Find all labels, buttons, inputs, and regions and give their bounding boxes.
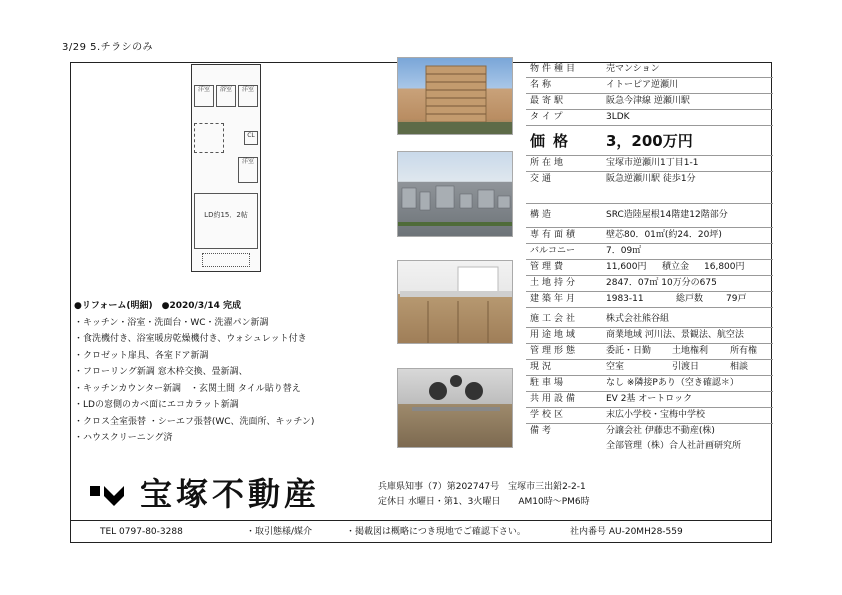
- reserve-fund-value: 16,800円: [704, 262, 745, 272]
- spec-row: 最寄駅 阪急今津線 逆瀬川駅: [526, 94, 773, 110]
- land-right-label: 土地権利: [672, 346, 709, 356]
- ld-room: LD約15．2帖: [194, 193, 258, 249]
- stove-photo: [397, 368, 513, 448]
- notice-text: ・掲載図は概略につき現地でご確認下さい。: [346, 527, 526, 537]
- spec-row: 学校区 末広小学校・宝梅中学校: [526, 408, 773, 424]
- spec-row: 共用設備 EV 2基 オートロック: [526, 392, 773, 408]
- spec-row: 交通 阪急逆瀬川駅 徒歩1分: [526, 172, 773, 204]
- land-right-value: 所有権: [730, 346, 758, 356]
- list-item: ・キッチン・浴室・洗面台・WC・洗濯パン新調: [74, 317, 269, 328]
- room-closet: CL: [244, 131, 258, 145]
- company-logo-icon: [90, 482, 134, 510]
- header-note: 3/29 5.チラシのみ: [62, 42, 154, 53]
- transaction-type: ・取引態様/媒介: [246, 527, 313, 537]
- room-western-3: 洋室: [238, 157, 258, 183]
- spec-row: 現況 空室 引渡日 相談: [526, 360, 773, 376]
- list-item: ・フローリング新調 窓木枠交換、畳新調、: [74, 367, 248, 377]
- spec-row: バルコニー 7．09㎡: [526, 244, 773, 260]
- business-hours: 定休日 水曜日・第1、3火曜日 AM10時〜PM6時: [378, 497, 590, 507]
- reform-title: ●リフォーム(明細) ●2020/3/14 完成: [74, 301, 242, 311]
- room-bath: 浴室: [216, 85, 236, 107]
- view-from-balcony-photo: [397, 151, 513, 237]
- price-label: 価格: [530, 132, 577, 150]
- spec-row: 備考 分譲会社 伊藤忠不動産(株) 全部管理（株）合人社計画研究所: [526, 424, 773, 456]
- list-item: ・ハウスクリーニング済: [74, 433, 173, 443]
- spec-row: 物件種目 売マンション: [526, 62, 773, 78]
- delivery-label: 引渡日: [672, 362, 700, 372]
- company-logo-block: [70, 470, 372, 518]
- list-item: ・食洗機付き、浴室暖房乾燥機付き、ウォシュレット付き: [74, 334, 307, 344]
- room-entry: [194, 123, 224, 153]
- kitchen-photo: [397, 260, 513, 344]
- price-row: [526, 126, 773, 156]
- phone-number: TEL 0797-80-3288: [100, 527, 183, 537]
- total-units-label: 総戸数: [676, 294, 704, 304]
- footer: [70, 520, 772, 543]
- room-western-2: 洋室: [238, 85, 258, 107]
- building-exterior-photo: [397, 57, 513, 135]
- spec-row: 管理費 11,600円 積立金 16,800円: [526, 260, 773, 276]
- spec-row: 施工会社 株式会社熊谷組: [526, 312, 773, 328]
- spec-row: 専有面積 壁芯80．01㎡(約24．20坪): [526, 228, 773, 244]
- reserve-fund-label: 積立金: [662, 262, 690, 272]
- spec-row: タイプ 3LDK: [526, 110, 773, 126]
- reform-list: [74, 298, 314, 447]
- list-item: ・LDの窓側のカベ面にエコカラット新調: [74, 400, 239, 410]
- spec-row: 建築年月 1983-11 総戸数 79戸: [526, 292, 773, 308]
- internal-ref: 社内番号 AU-20MH28-559: [570, 527, 683, 537]
- floor-plan: [191, 64, 261, 272]
- spec-row: 管理形態 委託・日勤 土地権利 所有権: [526, 344, 773, 360]
- list-item: ・キッチンカウンター新調 ・玄関土間 タイル貼り替え: [74, 383, 301, 394]
- delivery-value: 相談: [730, 362, 749, 372]
- total-units-value: 79戸: [726, 294, 747, 304]
- spec-row: 用途地域 商業地域 河川法、景観法、航空法: [526, 328, 773, 344]
- spec-row: 構造 SRC造陸屋根14階建12階部分: [526, 204, 773, 228]
- license-info: [378, 480, 768, 510]
- company-name: 宝塚不動産: [140, 475, 321, 513]
- spec-row: 名称 イトーピア逆瀬川: [526, 78, 773, 94]
- room-western-1: 洋室: [194, 85, 214, 107]
- spec-row: 所在地 宝塚市逆瀬川1丁目1-1: [526, 156, 773, 172]
- price-value: 3，200万円: [606, 132, 693, 150]
- list-item: ・クロス全室張替 ・シーエフ張替(WC、洗面所、キッチン): [74, 416, 315, 427]
- list-item: ・クロゼット扉具、各室ドア新調: [74, 350, 209, 361]
- spec-row: 駐車場 なし ※隣接Pあり（空き確認＊）: [526, 376, 773, 392]
- spec-row: 土地持分 2847．07㎡ 10万分の675: [526, 276, 773, 292]
- balcony: [202, 253, 250, 267]
- license-text: 兵庫県知事（7）第202747号 宝塚市三出鉛2-2-1: [378, 482, 586, 492]
- management-note: 全部管理（株）合人社計画研究所: [606, 441, 742, 451]
